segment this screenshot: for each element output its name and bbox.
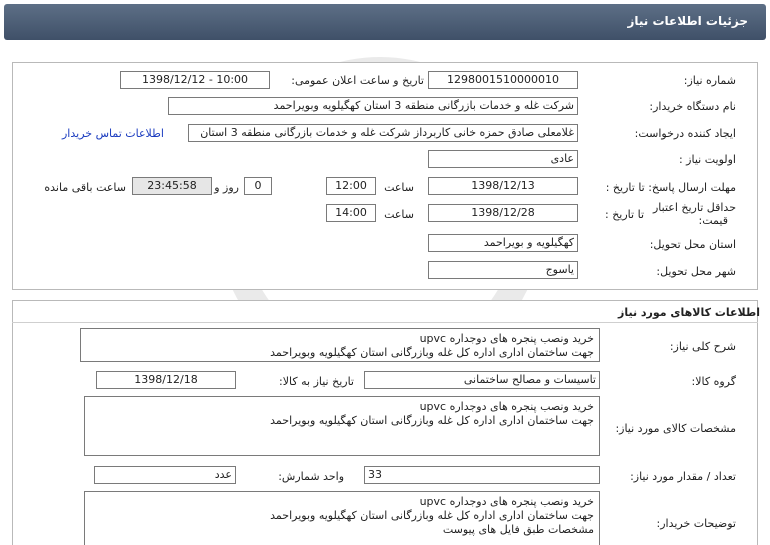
city-label: شهر محل تحویل: — [656, 265, 736, 278]
days-field: 0 — [244, 177, 272, 195]
contact-info-link[interactable]: اطلاعات تماس خریدار — [62, 127, 164, 140]
quantity-field: 33 — [364, 466, 600, 484]
remaining-time-field: 23:45:58 — [132, 177, 212, 195]
city-field: یاسوج — [428, 261, 578, 279]
buyer-notes-line: جهت ساختمان اداری اداره کل غله وبازرگانی استان کهگیلویه وبویراحمد — [270, 509, 594, 522]
priority-label: اولویت نیاز : — [678, 153, 736, 166]
province-field: کهگیلویه و بویراحمد — [428, 234, 578, 252]
specs-field — [84, 396, 600, 456]
specs-line: جهت ساختمان اداری اداره کل غله وبازرگانی استان کهگیلویه وبویراحمد — [270, 414, 594, 427]
page-header — [4, 4, 766, 40]
remaining-label: ساعت باقی مانده — [44, 181, 126, 194]
summary-line: جهت ساختمان اداری اداره کل غله وبازرگانی استان کهگیلویه وبویراحمد — [270, 346, 594, 359]
reply-date-field: 1398/12/13 — [428, 177, 578, 195]
requester-field: غلامعلی صادق حمزه خانی کاربرداز شرکت غله و خدمات بازرگانی منطقه 3 استان — [188, 124, 578, 142]
need-number-label: شماره نیاز: — [683, 74, 736, 87]
buyer-notes-label: توضیحات خریدار: — [656, 517, 736, 530]
group-label: گروه کالا: — [691, 375, 736, 388]
need-number-field: 1298001510000010 — [428, 71, 578, 89]
buyer-org-field: شرکت غله و خدمات بازرگانی منطقه 3 استان کهگیلویه وبویراحمد — [168, 97, 578, 115]
unit-field: عدد — [94, 466, 236, 484]
need-date-field: 1398/12/18 — [96, 371, 236, 389]
buyer-org-label: نام دستگاه خریدار: — [649, 100, 736, 113]
summary-line: خرید ونصب پنجره های دوجداره upvc — [419, 332, 594, 345]
summary-field — [80, 328, 600, 362]
reply-time-field: 12:00 — [326, 177, 376, 195]
group-field: تاسیسات و مصالح ساختمانی — [364, 371, 600, 389]
days-label: روز و — [214, 181, 239, 194]
buyer-notes-line: خرید ونصب پنجره های دوجداره upvc — [419, 495, 594, 508]
unit-label: واحد شمارش: — [278, 470, 344, 483]
summary-label: شرح کلی نیاز: — [669, 340, 736, 353]
reply-deadline-label: مهلت ارسال پاسخ: تا تاریخ : — [605, 181, 736, 194]
validity-until-label: تا تاریخ : — [605, 208, 644, 221]
validity-label-line1: حداقل تاریخ اعتبار — [652, 201, 736, 214]
announce-field: 1398/12/12 - 10:00 — [120, 71, 270, 89]
reply-time-label: ساعت — [384, 181, 414, 194]
validity-date-field: 1398/12/28 — [428, 204, 578, 222]
announce-label: تاریخ و ساعت اعلان عمومی: — [291, 74, 424, 87]
buyer-notes-field — [84, 491, 600, 545]
validity-label-line2: قیمت: — [698, 214, 728, 227]
need-date-label: تاریخ نیاز به کالا: — [279, 375, 354, 388]
province-label: استان محل تحویل: — [649, 238, 736, 251]
specs-label: مشخصات کالای مورد نیاز: — [615, 422, 736, 435]
page-title: جزئیات اطلاعات نیاز — [627, 14, 748, 28]
goods-section-title: اطلاعات کالاهای مورد نیاز — [618, 306, 760, 319]
validity-time-label: ساعت — [384, 208, 414, 221]
requester-label: ایجاد کننده درخواست: — [634, 127, 736, 140]
quantity-label: تعداد / مقدار مورد نیاز: — [630, 470, 736, 483]
specs-line: خرید ونصب پنجره های دوجداره upvc — [419, 400, 594, 413]
priority-field: عادی — [428, 150, 578, 168]
validity-time-field: 14:00 — [326, 204, 376, 222]
section-divider — [12, 322, 758, 323]
buyer-notes-line: مشخصات طبق فایل های پیوست — [442, 523, 594, 536]
